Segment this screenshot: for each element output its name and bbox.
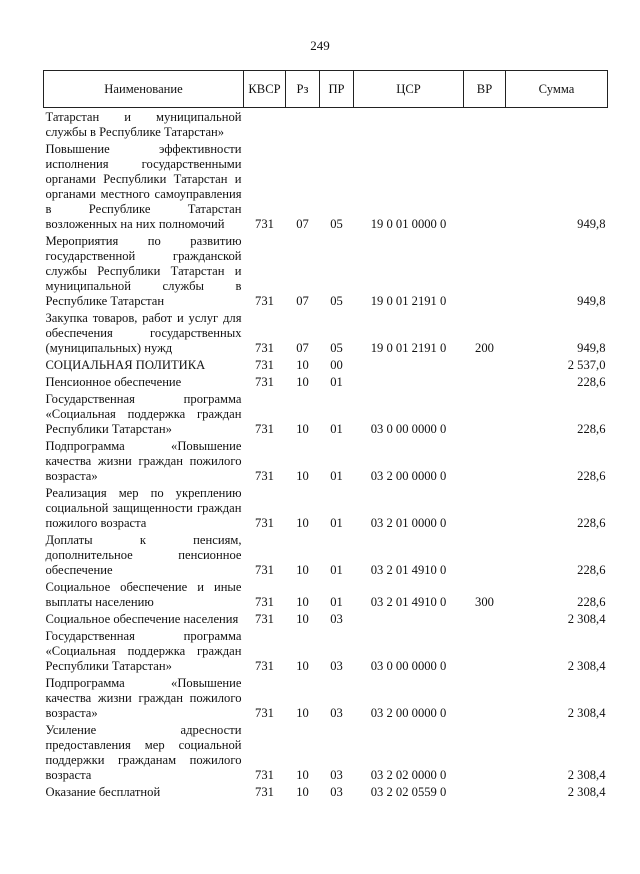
cell-name: Реализация мер по укреплению социальной защищенности граждан пожилого возраста <box>45 486 242 530</box>
cell-name: Татарстан и муниципальной службы в Республике Татарстан» <box>45 110 242 139</box>
cell-pr: 00 <box>330 358 343 372</box>
cell-name: Государственная программа «Социальная поддержка граждан Республики Татарстан» <box>45 629 242 673</box>
table-row <box>44 627 608 674</box>
cell-rz: 10 <box>296 785 309 799</box>
cell-rz <box>286 108 320 141</box>
table-row <box>44 783 608 800</box>
table-row <box>44 390 608 437</box>
cell-sum: 949,8 <box>577 341 606 355</box>
cell-csr: 03 0 00 0000 0 <box>370 659 447 673</box>
header-sum: Сумма <box>506 71 608 108</box>
cell-pr: 05 <box>330 341 343 355</box>
cell-csr <box>354 373 464 390</box>
cell-vr <box>464 484 506 531</box>
cell-kvsr: 731 <box>255 294 274 308</box>
cell-rz: 10 <box>296 595 309 609</box>
table-body <box>44 108 608 801</box>
cell-sum <box>506 108 608 141</box>
cell-rz: 07 <box>296 294 309 308</box>
cell-vr <box>464 721 506 783</box>
cell-name: Пенсионное обеспечение <box>45 375 182 389</box>
table-row <box>44 610 608 627</box>
cell-pr: 05 <box>330 294 343 308</box>
cell-kvsr: 731 <box>255 563 274 577</box>
cell-name: Доплаты к пенсиям, дополнительное пенсионное обеспечение <box>45 533 242 577</box>
cell-kvsr: 731 <box>255 422 274 436</box>
cell-pr <box>320 108 354 141</box>
cell-rz: 10 <box>296 659 309 673</box>
cell-sum: 949,8 <box>577 294 606 308</box>
cell-csr: 03 2 01 4910 0 <box>370 563 447 577</box>
table-row <box>44 674 608 721</box>
header-vr: ВР <box>464 71 506 108</box>
cell-rz: 10 <box>296 422 309 436</box>
cell-name: Усиление адресности предоставления мер социальной поддержки гражданам пожилого возраста <box>45 723 242 782</box>
cell-csr: 19 0 01 2191 0 <box>370 341 447 355</box>
cell-kvsr: 731 <box>255 469 274 483</box>
cell-name: Оказание бесплатной <box>45 785 161 799</box>
cell-csr: 03 2 01 4910 0 <box>370 595 447 609</box>
budget-table <box>43 70 608 800</box>
cell-rz: 10 <box>296 375 309 389</box>
cell-vr: 200 <box>475 341 494 355</box>
cell-pr: 03 <box>330 785 343 799</box>
cell-vr <box>464 108 506 141</box>
cell-csr: 03 2 02 0559 0 <box>370 785 447 799</box>
header-kvsr: КВСР <box>244 71 286 108</box>
cell-vr <box>464 390 506 437</box>
cell-kvsr: 731 <box>255 659 274 673</box>
cell-vr <box>464 356 506 373</box>
header-pr: ПР <box>320 71 354 108</box>
cell-csr: 19 0 01 2191 0 <box>370 294 447 308</box>
cell-pr: 03 <box>330 612 343 626</box>
cell-csr <box>354 108 464 141</box>
cell-rz: 10 <box>296 612 309 626</box>
cell-rz: 10 <box>296 706 309 720</box>
cell-rz: 10 <box>296 563 309 577</box>
table-row <box>44 578 608 610</box>
cell-sum: 228,6 <box>577 595 606 609</box>
table-row <box>44 232 608 309</box>
cell-name: Подпрограмма «Повышение качества жизни граждан пожилого возраста» <box>45 439 242 483</box>
table-row <box>44 309 608 356</box>
cell-kvsr: 731 <box>255 375 274 389</box>
cell-csr: 03 0 00 0000 0 <box>370 422 447 436</box>
cell-vr <box>464 373 506 390</box>
cell-kvsr: 731 <box>255 516 274 530</box>
cell-vr <box>464 531 506 578</box>
cell-csr <box>354 356 464 373</box>
table-row <box>44 356 608 373</box>
table-row <box>44 140 608 232</box>
cell-rz: 10 <box>296 469 309 483</box>
cell-vr <box>464 674 506 721</box>
cell-name: Социальное обеспечение населения <box>45 612 239 626</box>
cell-sum: 2 308,4 <box>567 706 606 720</box>
cell-csr <box>354 610 464 627</box>
page-number: 249 <box>310 38 330 53</box>
cell-pr: 01 <box>330 516 343 530</box>
cell-name: Подпрограмма «Повышение качества жизни граждан пожилого возраста» <box>45 676 242 720</box>
cell-vr: 300 <box>475 595 494 609</box>
cell-vr <box>464 140 506 232</box>
cell-sum: 949,8 <box>577 217 606 231</box>
table-row <box>44 484 608 531</box>
cell-pr: 05 <box>330 217 343 231</box>
cell-kvsr: 731 <box>255 706 274 720</box>
cell-kvsr: 731 <box>255 341 274 355</box>
cell-kvsr: 731 <box>255 768 274 782</box>
cell-pr: 03 <box>330 659 343 673</box>
cell-name: Государственная программа «Социальная поддержка граждан Республики Татарстан» <box>45 392 242 436</box>
cell-pr: 01 <box>330 375 343 389</box>
cell-pr: 03 <box>330 768 343 782</box>
cell-pr: 03 <box>330 706 343 720</box>
cell-name: СОЦИАЛЬНАЯ ПОЛИТИКА <box>45 358 206 372</box>
cell-kvsr: 731 <box>255 595 274 609</box>
cell-sum: 2 308,4 <box>567 768 606 782</box>
cell-vr <box>464 232 506 309</box>
cell-csr: 19 0 01 0000 0 <box>370 217 447 231</box>
cell-sum: 228,6 <box>577 563 606 577</box>
cell-sum: 2 308,4 <box>567 659 606 673</box>
cell-sum: 2 537,0 <box>567 358 606 372</box>
table-row <box>44 721 608 783</box>
cell-kvsr: 731 <box>255 217 274 231</box>
cell-kvsr: 731 <box>255 612 274 626</box>
cell-vr <box>464 437 506 484</box>
table-row <box>44 531 608 578</box>
cell-kvsr: 731 <box>255 358 274 372</box>
header-csr: ЦСР <box>354 71 464 108</box>
cell-rz: 07 <box>296 217 309 231</box>
cell-name: Социальное обеспечение и иные выплаты населению <box>45 580 242 609</box>
cell-csr: 03 2 00 0000 0 <box>370 706 447 720</box>
cell-sum: 228,6 <box>577 375 606 389</box>
header-name: Наименование <box>44 71 244 108</box>
table-header-row <box>44 71 608 108</box>
cell-sum: 2 308,4 <box>567 785 606 799</box>
cell-vr <box>464 783 506 800</box>
cell-name: Мероприятия по развитию государственной гражданской службы Республики Татарстан и муниципальной службы в Республике Татарстан <box>45 234 242 308</box>
cell-kvsr <box>244 108 286 141</box>
cell-pr: 01 <box>330 563 343 577</box>
cell-rz: 10 <box>296 516 309 530</box>
cell-csr: 03 2 01 0000 0 <box>370 516 447 530</box>
cell-name: Закупка товаров, работ и услуг для обеспечения государственных (муниципальных) нужд <box>45 311 242 355</box>
table-row <box>44 373 608 390</box>
cell-sum: 228,6 <box>577 469 606 483</box>
cell-kvsr: 731 <box>255 785 274 799</box>
cell-pr: 01 <box>330 469 343 483</box>
table-row <box>44 437 608 484</box>
cell-rz: 10 <box>296 768 309 782</box>
cell-pr: 01 <box>330 422 343 436</box>
cell-csr: 03 2 02 0000 0 <box>370 768 447 782</box>
header-rz: Рз <box>286 71 320 108</box>
cell-vr <box>464 610 506 627</box>
cell-rz: 10 <box>296 358 309 372</box>
cell-vr <box>464 627 506 674</box>
cell-pr: 01 <box>330 595 343 609</box>
cell-name: Повышение эффективности исполнения государственными органами Республики Татарстан и органами местного самоуправления в Республике Татарстан возложенных на них полномочий <box>45 142 242 231</box>
cell-rz: 07 <box>296 341 309 355</box>
cell-sum: 228,6 <box>577 516 606 530</box>
cell-sum: 2 308,4 <box>567 612 606 626</box>
table-row <box>44 108 608 141</box>
cell-csr: 03 2 00 0000 0 <box>370 469 447 483</box>
cell-sum: 228,6 <box>577 422 606 436</box>
